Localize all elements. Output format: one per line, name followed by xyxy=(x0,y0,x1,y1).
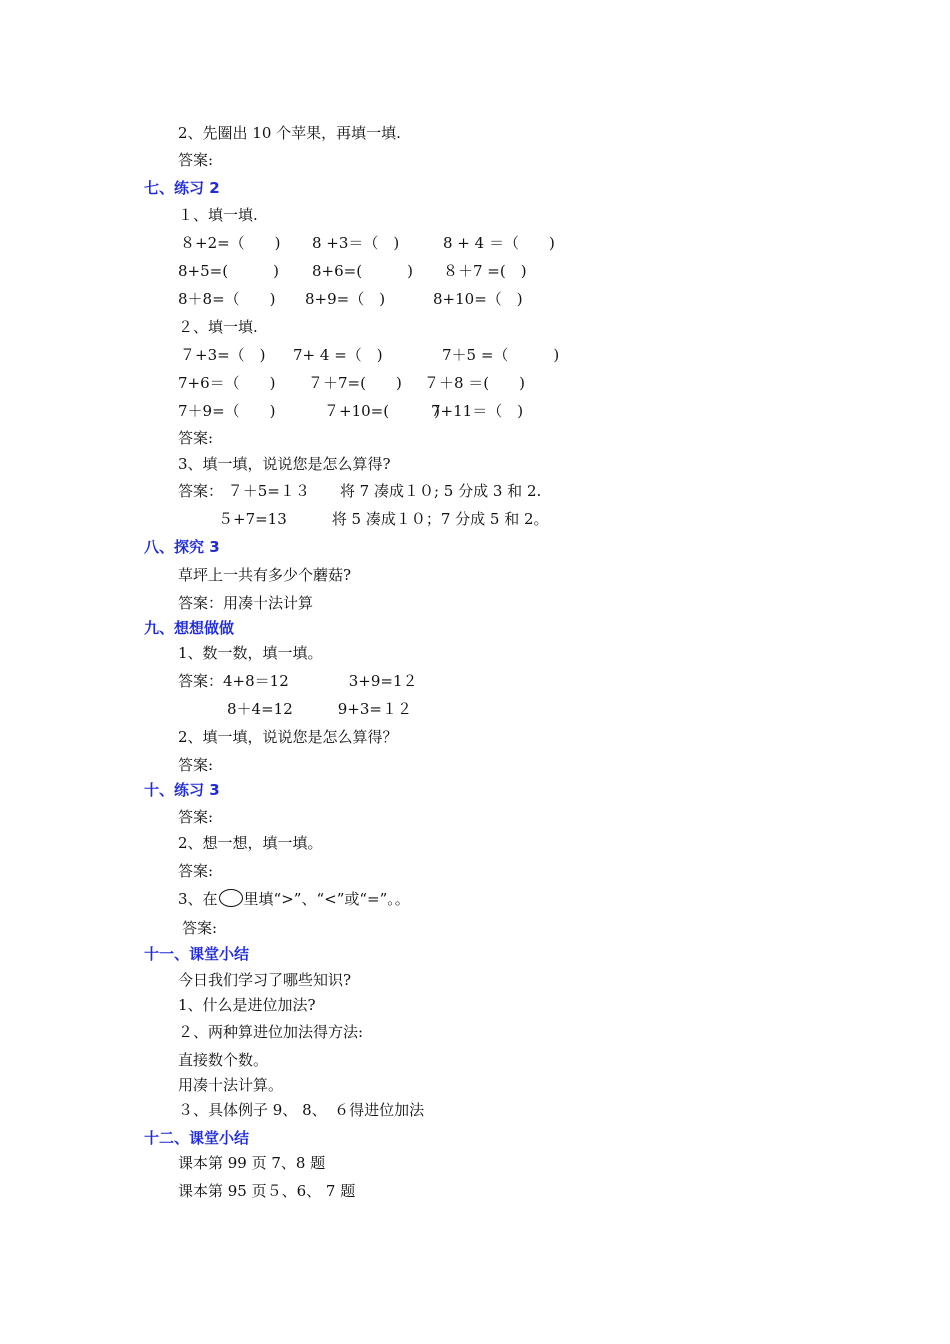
exercise-item: ７+10=( ) xyxy=(324,402,440,420)
answer-label: 答案: xyxy=(178,862,214,880)
text-line: ３、具体例子 9、 8、 ６得进位加法 xyxy=(178,1101,425,1119)
text-line: 2、想一想，填一填。 xyxy=(178,834,323,852)
text-line: 1、什么是进位加法? xyxy=(178,996,316,1014)
exercise-item: 8+9=（ ) xyxy=(305,290,386,308)
exercise-item: 7+11＝（ ) xyxy=(431,402,524,420)
heading-class-summary: 十一、课堂小结 xyxy=(144,945,250,963)
answer-line: 答案：用凑十法计算 xyxy=(178,594,314,612)
heading-think-and-do: 九、想想做做 xyxy=(144,619,235,637)
answer-line: ５+7=13 将 5 凑成１０；7 分成 5 和 2。 xyxy=(218,510,549,528)
exercise-item: 8 +3＝（ ) xyxy=(312,234,400,252)
text-line: 草坪上一共有多少个蘑菇? xyxy=(178,566,352,584)
exercise-item: 7+ 4 =（ ) xyxy=(293,346,383,364)
exercise-item: ７+3=（ ) xyxy=(180,346,266,364)
answer-label: 答案: xyxy=(178,151,214,169)
text-line: 直接数个数。 xyxy=(178,1051,269,1069)
answer-line: 答案： ７＋5=１３ 将 7 凑成１０; 5 分成 3 和 2. xyxy=(178,482,542,500)
heading-practice-3: 十、练习 3 xyxy=(144,781,220,799)
exercise-item: ８+2=（ ) xyxy=(180,234,281,252)
text-line: 1、数一数，填一填。 xyxy=(178,644,323,662)
exercise-item: 8＋8=（ ) xyxy=(178,290,276,308)
exercise-item: 7+6＝（ ) xyxy=(178,374,276,392)
compare-instruction xyxy=(178,889,410,909)
homework-line: 课本第 95 页５、6、 7 题 xyxy=(178,1182,356,1200)
exercise-item: 7＋5 =（ ) xyxy=(442,346,560,364)
answer-label: 答案: xyxy=(178,808,214,826)
text-line: ２、两种算进位加法得方法: xyxy=(178,1023,364,1041)
exercise-item: ８＋7 =( ) xyxy=(443,262,527,280)
heading-class-summary-2: 十二、课堂小结 xyxy=(144,1129,250,1147)
exercise-item: ７＋8 ＝( ) xyxy=(424,374,526,392)
exercise-item: 8+5=( ) xyxy=(178,262,279,280)
heading-practice-2: 七、练习 2 xyxy=(144,179,220,197)
exercise-item: 7＋9=（ ) xyxy=(178,402,276,420)
text-line: １、填一填. xyxy=(178,206,258,224)
answer-line: 答案：4+8＝12 3+9=1２ xyxy=(178,672,418,690)
answer-label: 答案: xyxy=(178,429,214,447)
circle-blank-icon xyxy=(219,889,243,907)
text-line: ２、填一填. xyxy=(178,318,258,336)
text-line: 用凑十法计算。 xyxy=(178,1076,284,1094)
exercise-item: 8+10=（ ) xyxy=(433,290,523,308)
text-line: 3、填一填，说说您是怎么算得? xyxy=(178,455,391,473)
heading-explore-3: 八、探究 3 xyxy=(144,538,220,556)
answer-label: 答案: xyxy=(178,756,214,774)
compare-text-after: 里填“>”、“<”或“=”。。 xyxy=(243,890,410,908)
exercise-item: 8 + 4 ＝（ ) xyxy=(443,234,555,252)
text-line: 2、先圈出 10 个苹果，再填一填. xyxy=(178,124,401,142)
exercise-item: 8+6=( ) xyxy=(312,262,413,280)
text-line: 2、填一填，说说您是怎么算得？ xyxy=(178,728,398,746)
exercise-item: ７＋7=( ) xyxy=(308,374,402,392)
homework-line: 课本第 99 页 7、8 题 xyxy=(178,1154,326,1172)
text-line: 今日我们学习了哪些知识? xyxy=(178,971,352,989)
answer-line: 8＋4=12 9+3=１２ xyxy=(227,700,412,718)
compare-text-before: 3、在 xyxy=(178,890,218,908)
answer-label: 答案: xyxy=(182,919,218,937)
